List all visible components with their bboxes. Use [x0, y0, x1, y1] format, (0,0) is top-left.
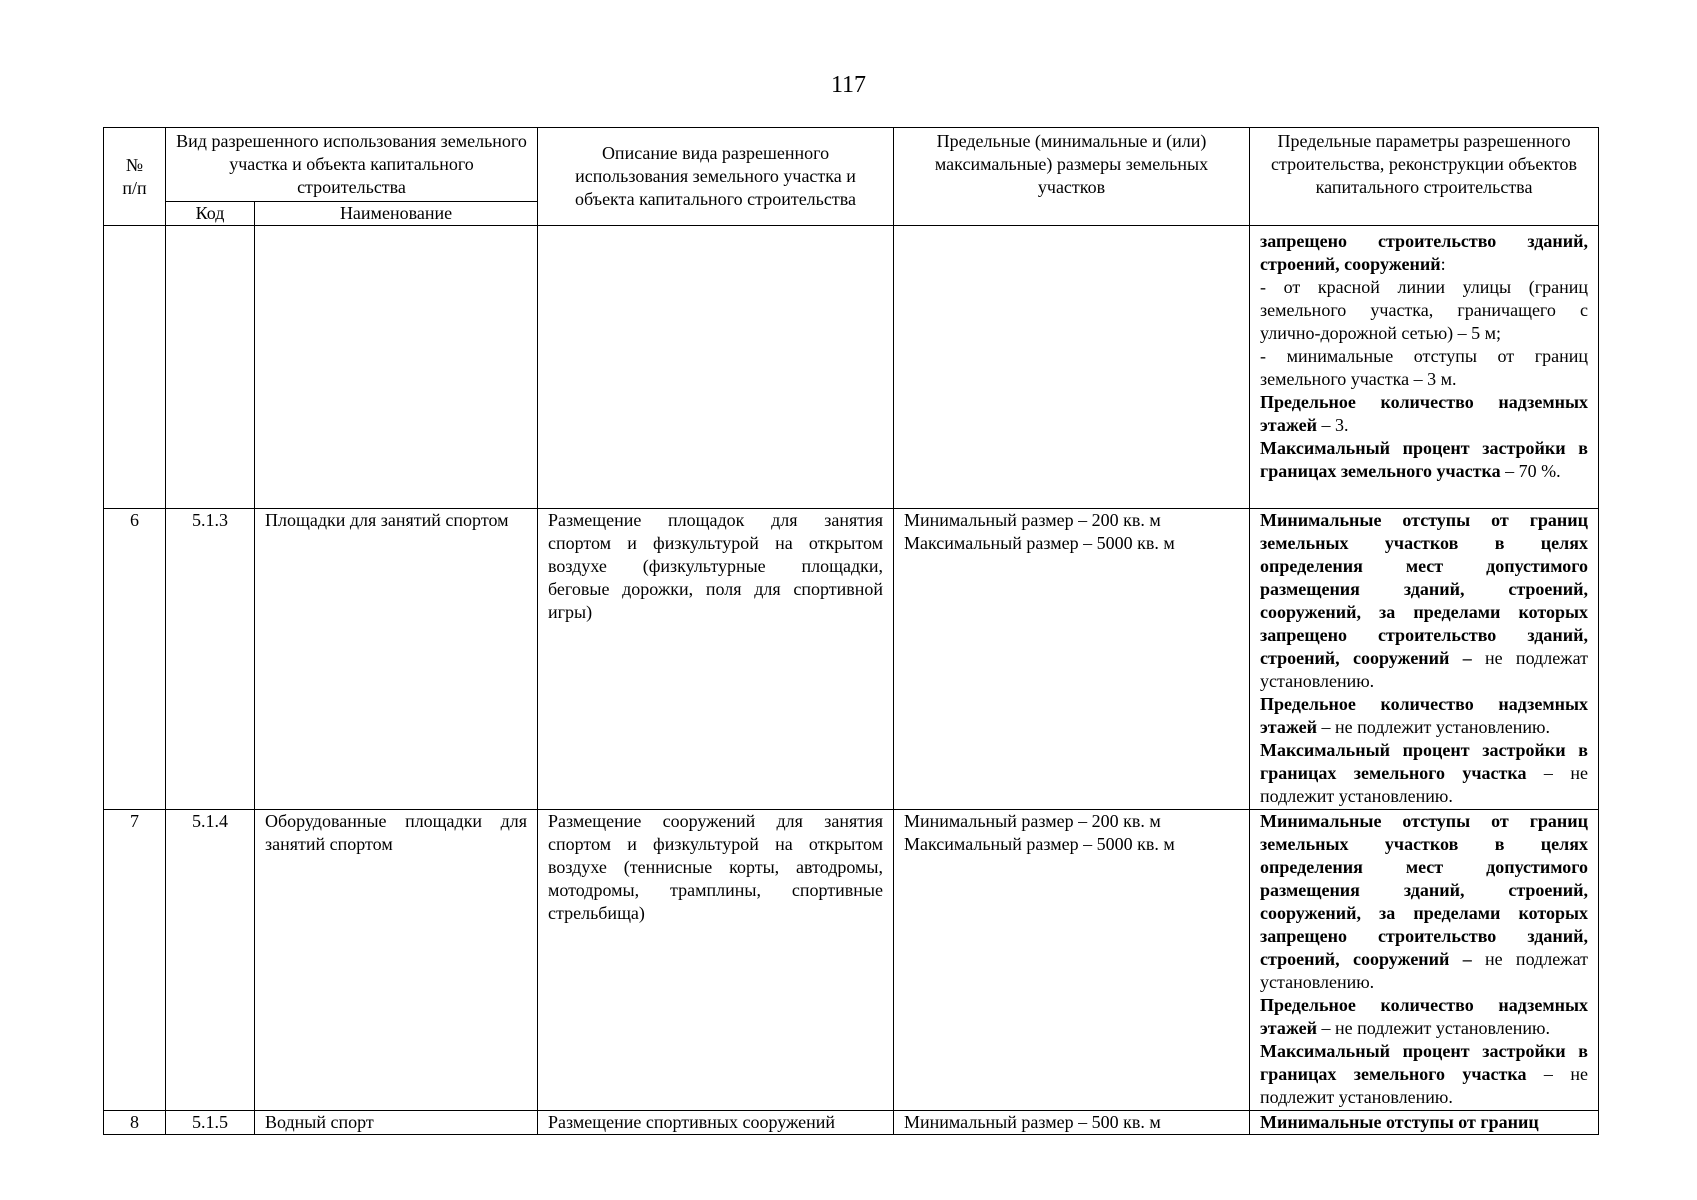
size-max: Максимальный размер – 5000 кв. м	[904, 533, 1175, 553]
size-min: Минимальный размер – 200 кв. м	[904, 811, 1161, 831]
params-paragraph	[1260, 391, 1588, 437]
table-row	[104, 1111, 1599, 1135]
size-min: Минимальный размер – 200 кв. м	[904, 510, 1161, 530]
params-bold-text: Предельное количество надземных этажей	[1260, 392, 1589, 435]
cell-num: 6	[104, 509, 166, 810]
table-row-continuation	[104, 226, 1599, 509]
cell-num: 7	[104, 810, 166, 1111]
params-bold-text: запрещено строительство зданий, строений, сооружений	[1260, 231, 1589, 274]
cell-params	[1250, 810, 1599, 1111]
cell-name: Оборудованные площадки для занятий спортом	[255, 810, 538, 1111]
params-bold-text: Максимальный процент застройки в границах земельного участка	[1260, 1041, 1589, 1084]
params-text: – не подлежит установлению.	[1317, 1018, 1550, 1038]
params-text: – не подлежит установлению.	[1260, 1064, 1589, 1107]
params-bold-text: Максимальный процент застройки в границах земельного участка	[1260, 740, 1589, 783]
params-bold-text: Предельное количество надземных этажей	[1260, 995, 1589, 1038]
params-text: – 3.	[1317, 415, 1349, 435]
header-row	[104, 128, 1599, 202]
cell-name: Площадки для занятий спортом	[255, 509, 538, 810]
cell-description: Размещение площадок для занятия спортом и физкультурой на открытом воздухе (физкультурные площадки, беговые дорожки, поля для спортивной игры)	[538, 509, 894, 810]
cell-sizes	[894, 509, 1250, 810]
params-paragraph	[1260, 739, 1588, 808]
params-bold-text: Минимальные отступы от границ земельных участков в целях определения мест допустимого размещения зданий, строений, сооружений, за пределами которых запрещено строительство зданий, строений, сооружений –	[1260, 811, 1589, 969]
params-bold-text: Минимальные отступы от границ	[1260, 1112, 1539, 1132]
cell-params	[1250, 226, 1599, 509]
params-paragraph	[1260, 1040, 1588, 1109]
land-use-table	[103, 127, 1599, 1135]
cell-name: Водный спорт	[255, 1111, 538, 1135]
header-kind-group: Вид разрешенного использования земельного участка и объекта капитального строительства	[166, 128, 538, 202]
params-text: :	[1440, 254, 1446, 274]
cell-sizes	[894, 226, 1250, 509]
params-text: – не подлежит установлению.	[1260, 763, 1589, 806]
header-params: Предельные параметры разрешенного строительства, реконструкции объектов капитального строительства	[1250, 128, 1599, 226]
size-min: Минимальный размер – 500 кв. м	[904, 1112, 1161, 1132]
params-text: – не подлежит установлению.	[1317, 717, 1550, 737]
cell-name	[255, 226, 538, 509]
cell-code: 5.1.5	[166, 1111, 255, 1135]
params-paragraph	[1260, 437, 1588, 483]
params-paragraph: - от красной линии улицы (границ земельного участка, граничащего с улично-дорожной сетью) – 5 м;	[1260, 277, 1589, 343]
params-paragraph: - минимальные отступы от границ земельного участка – 3 м.	[1260, 346, 1589, 389]
params-text: – 70 %.	[1500, 461, 1561, 481]
table-row	[104, 810, 1599, 1111]
cell-code	[166, 226, 255, 509]
cell-num: 8	[104, 1111, 166, 1135]
params-bold-text: Минимальные отступы от границ земельных участков в целях определения мест допустимого размещения зданий, строений, сооружений, за пределами которых запрещено строительство зданий, строений, сооружений –	[1260, 510, 1589, 668]
params-paragraph	[1260, 230, 1588, 276]
params-paragraph	[1260, 693, 1588, 739]
cell-sizes	[894, 810, 1250, 1111]
params-paragraph	[1260, 1111, 1588, 1134]
table-row	[104, 509, 1599, 810]
cell-description	[538, 226, 894, 509]
cell-code: 5.1.4	[166, 810, 255, 1111]
cell-num	[104, 226, 166, 509]
cell-params	[1250, 509, 1599, 810]
params-paragraph	[1260, 509, 1588, 693]
cell-params	[1250, 1111, 1599, 1135]
header-code: Код	[166, 202, 255, 226]
params-paragraph	[1260, 810, 1588, 994]
page-number: 117	[830, 72, 867, 98]
header-name: Наименование	[255, 202, 538, 226]
header-description: Описание вида разрешенного использования земельного участка и объекта капитального строительства	[538, 128, 894, 226]
cell-code: 5.1.3	[166, 509, 255, 810]
params-bold-text: Предельное количество надземных этажей	[1260, 694, 1589, 737]
cell-description: Размещение сооружений для занятия спортом и физкультурой на открытом воздухе (теннисные корты, автодромы, мотодромы, трамплины, спортивные стрельбища)	[538, 810, 894, 1111]
cell-sizes	[894, 1111, 1250, 1135]
header-num: № п/п	[104, 128, 166, 226]
params-text: не подлежат установлению.	[1260, 949, 1589, 992]
header-sizes: Предельные (минимальные и (или) максимальные) размеры земельных участков	[894, 128, 1250, 226]
params-paragraph	[1260, 994, 1588, 1040]
size-max: Максимальный размер – 5000 кв. м	[904, 834, 1175, 854]
params-text: не подлежат установлению.	[1260, 648, 1589, 691]
cell-description: Размещение спортивных сооружений	[538, 1111, 894, 1135]
params-bold-text: Максимальный процент застройки в границах земельного участка	[1260, 438, 1589, 481]
